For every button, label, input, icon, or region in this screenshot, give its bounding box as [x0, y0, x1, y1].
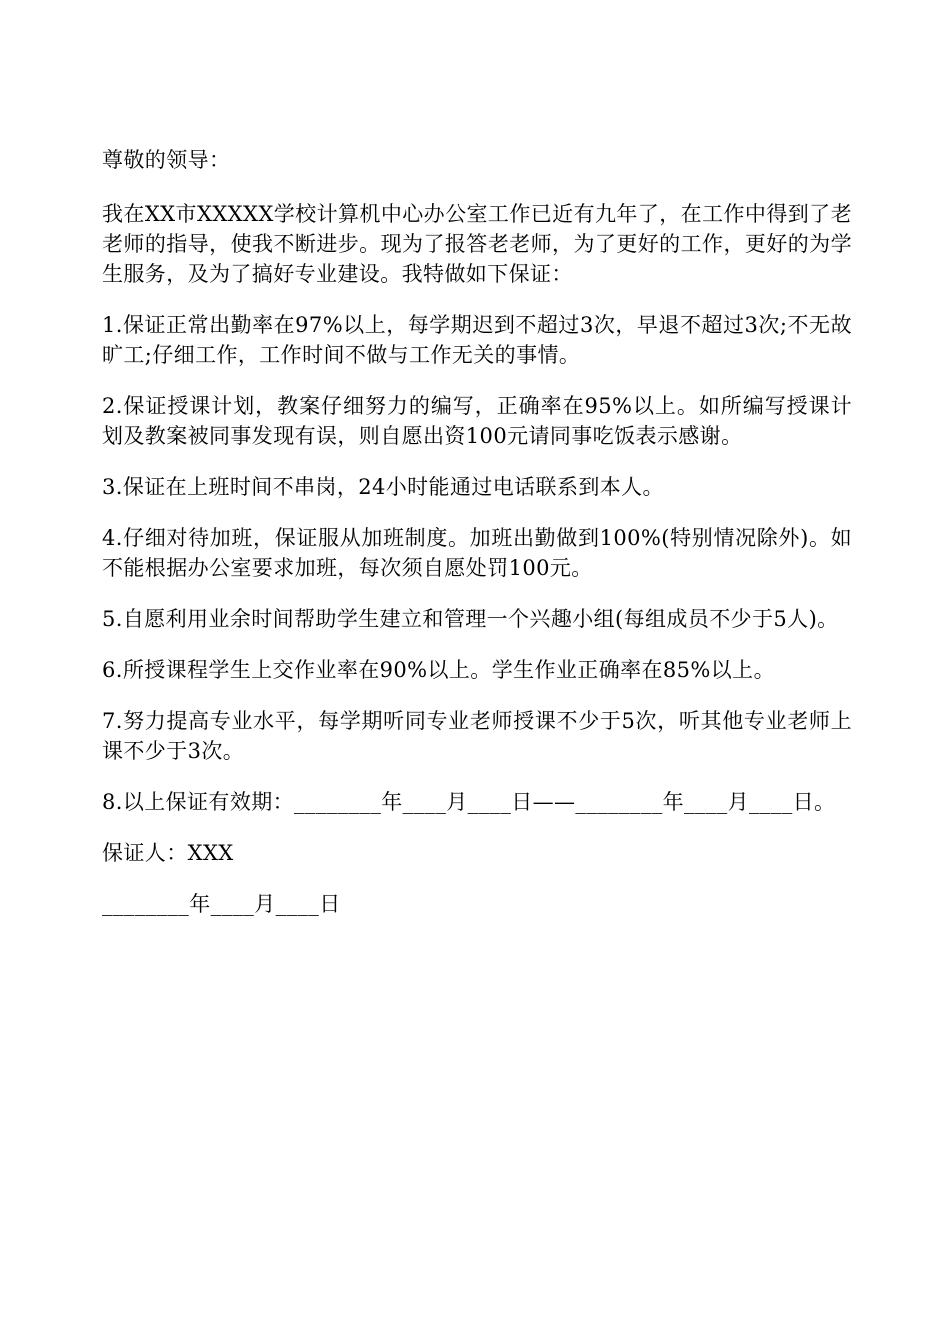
guarantee-item-4: 4.仔细对待加班，保证服从加班制度。加班出勤做到100%(特别情况除外)。如不能根据办公室要求加班，每次须自愿处罚100元。: [102, 526, 852, 580]
guarantee-item-2: 2.保证授课计划，教案仔细努力的编写，正确率在95%以上。如所编写授课计划及教案被同事发现有误，则自愿出资100元请同事吃饭表示感谢。: [102, 394, 852, 448]
salutation: 尊敬的领导：: [102, 148, 231, 172]
intro-paragraph: 我在XX市XXXXX学校计算机中心办公室工作已近有九年了，在工作中得到了老老师的指导，使我不断进步。现为了报答老老师，为了更好的工作，更好的为学生服务，及为了搞好专业建设。我特做如下保证：: [102, 202, 852, 286]
guarantee-item-7: 7.努力提高专业水平，每学期听同专业老师授课不少于5次，听其他专业老师上课不少于3次。: [102, 709, 852, 763]
guarantor-line: 保证人：XXX: [102, 841, 234, 865]
guarantee-item-1: 1.保证正常出勤率在97%以上，每学期迟到不超过3次，早退不超过3次;不无故旷工;仔细工作，工作时间不做与工作无关的事情。: [102, 313, 852, 367]
guarantee-item-6: 6.所授课程学生上交作业率在90%以上。学生作业正确率在85%以上。: [102, 658, 775, 682]
document-body: [102, 145, 852, 940]
guarantee-item-5: 5.自愿利用业余时间帮助学生建立和管理一个兴趣小组(每组成员不少于5人)。: [102, 607, 839, 631]
guarantee-item-3: 3.保证在上班时间不串岗，24小时能通过电话联系到本人。: [102, 475, 664, 499]
date-line: ________年____月____日: [102, 892, 341, 916]
guarantee-item-8: 8.以上保证有效期：________年____月____日——________年____月____日。: [102, 790, 836, 814]
